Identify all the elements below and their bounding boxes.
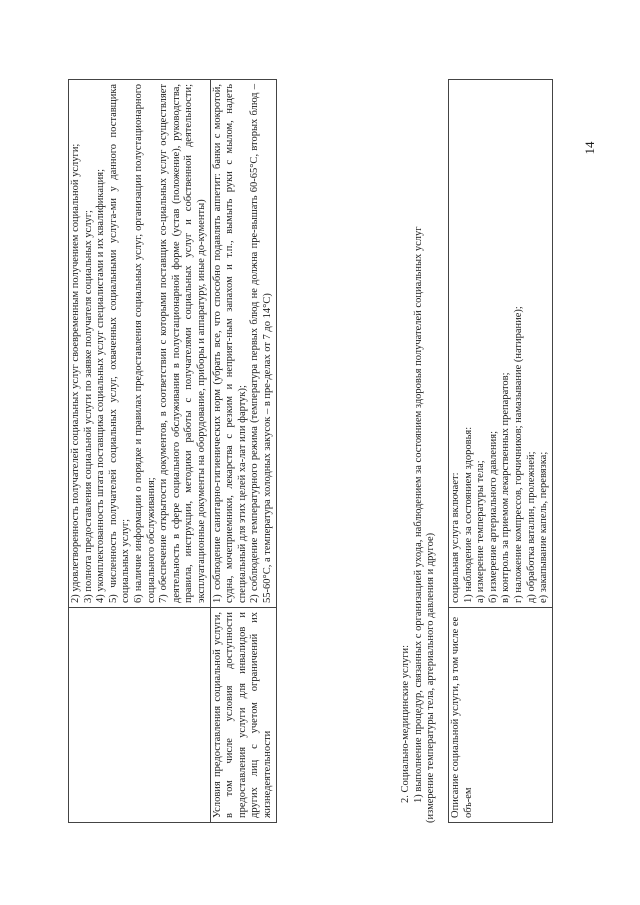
list-item: социальная услуга включает: [450, 472, 461, 603]
section-heading: 2. Социально-медицинские услуги: [400, 644, 411, 803]
table-row [449, 80, 553, 823]
list-item: в) контроль за приемом лекарственных препаратов; [500, 372, 512, 603]
table-cell-left: Условия предоставления социальной услуги, в том числе условия доступности предоставления услуги для инвалидов и других лиц с учетом ограничений их жизнедеятельности [210, 608, 276, 823]
table-cell-right [449, 80, 553, 608]
list-item: д) обработка ваталин, пролежней; [525, 451, 537, 603]
list-item: 1) соблюдение санитарно-гигиенических норм (убрать все, что способно подавлять аппетит: банки с мокротой, судна, мочеприемники, лекарства с резким и неприят-ным запахом и т.п., вымыть руки с мылом, надеть специальный для этих целей ха-лат или фартук); [211, 84, 248, 603]
section-block [400, 80, 438, 823]
service-table [448, 79, 553, 823]
table-cell-left: Описание социальной услуги, в том числе ее объ-ем [449, 608, 553, 823]
table-cell-right [210, 80, 276, 608]
table-cell-left [69, 608, 211, 823]
list-item: 4) укомплектованность штата поставщика социальных услуг специалистами и их квалификация; [95, 168, 107, 603]
list-item: 5) численность получателей социальных услуг, охваченных социальными услуга-ми у данного поставщика социальных услуг; [107, 84, 132, 603]
table-row [210, 80, 276, 823]
section-item: 1) выполнение процедур, связанных с организацией ухода, наблюдением за состоянием здоровья получателей социальных услуг [412, 226, 424, 803]
list-item: г) наложение компрессов, горчичников; намазывание (натирание); [512, 306, 524, 603]
list-item: е) закапывание капель, перевязка; [538, 451, 550, 603]
list-item: б) измерение артериального давления; [487, 431, 499, 603]
list-item: 2) удовлетворенность получателей социальных услуг своевременным получением социальной услуги; [70, 143, 81, 603]
criteria-table [68, 79, 277, 823]
list-item: 7) обеспечение открытости документов, в соответствии с которыми поставщик со-циальных услуг осуществляет деятельность в сфере социального обслуживания в полустационарной форме (устав (положение), руководства, правила, инструкции, методики работы с получателями социальных услуг и собственной деятельности; эксплуатационные документы на оборудование, приборы и аппаратуру, иные до-кументы) [158, 84, 207, 603]
list-item: 1) наблюдение за состоянием здоровья: [462, 426, 474, 603]
list-item: 6) наличие информации о порядке и правилах предоставления социальных услуг, организации полустационарного социального обслуживания; [132, 84, 157, 603]
section-item-continuation: (измерение температуры тела, артериального давления и другое) [425, 532, 437, 823]
table-cell-right [69, 80, 211, 608]
page-number: 14 [582, 141, 597, 155]
list-item: 2) соблюдение температурного режима (температура первых блюд не должна пре-вышать 60-65°С, вторых блюд – 55-60°С, а температура холодных закусок – в пре-делах от 7 до 14°С) [249, 84, 273, 603]
list-item: 3) полнота предоставления социальной услуги по заявке получателя социальных услуг; [82, 210, 94, 603]
list-item: а) измерение температуры тела; [475, 460, 487, 603]
table-row [69, 80, 211, 823]
